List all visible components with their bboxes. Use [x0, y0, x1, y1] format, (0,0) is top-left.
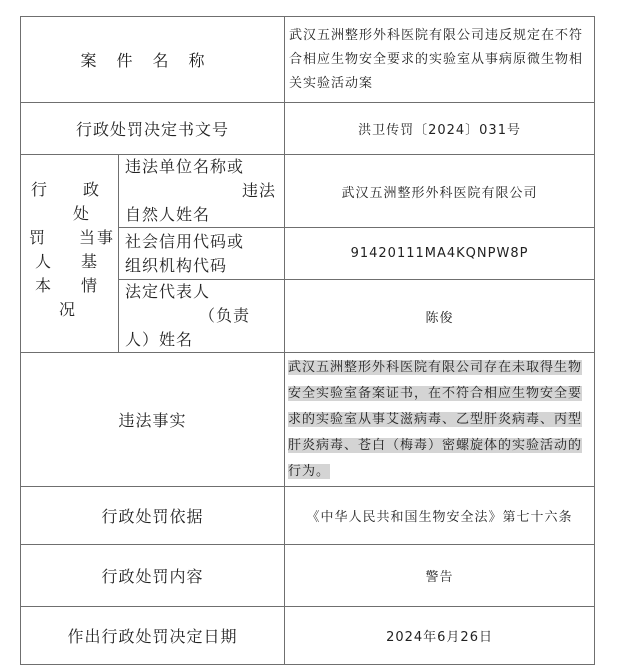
row-penalty-content — [21, 545, 595, 607]
penalty-info-table — [20, 16, 595, 665]
side-char: 基 — [81, 252, 98, 271]
row-penalty-basis — [21, 487, 595, 545]
violation-facts-value: 武汉五洲整形外科医院有限公司存在未取得生物安全实验室备案证书，在不符合相应生物安全要求的实验室从事艾滋病毒、乙型肝炎病毒、丙型肝炎病毒、苍白（梅毒）密螺旋体的实验活动的行为。 — [288, 360, 583, 479]
side-char: 当 — [79, 228, 96, 247]
unit-name-label: 违法单位名称或 违法 自然人姓名 — [119, 155, 285, 228]
penalty-content-value: 警告 — [285, 545, 595, 607]
side-char: 本 — [35, 276, 52, 295]
row-unit-name — [21, 155, 595, 228]
legal-rep-value: 陈俊 — [285, 280, 595, 353]
side-char: 事 — [97, 228, 114, 247]
row-decision-number — [21, 103, 595, 155]
violation-facts-label: 违法事实 — [21, 353, 285, 487]
case-name-value: 武汉五洲整形外科医院有限公司违反规定在不符合相应生物安全要求的实验室从事病原微生物相关实验活动案 — [285, 17, 595, 103]
party-info-side-label — [21, 155, 119, 353]
side-char: 人 — [35, 252, 52, 271]
side-char: 处 — [73, 204, 90, 223]
violation-facts-cell — [285, 353, 595, 487]
side-char: 情 — [81, 276, 98, 295]
decision-date-label: 作出行政处罚决定日期 — [21, 607, 285, 665]
penalty-content-label: 行政处罚内容 — [21, 545, 285, 607]
penalty-basis-label: 行政处罚依据 — [21, 487, 285, 545]
unit-name-value: 武汉五洲整形外科医院有限公司 — [285, 155, 595, 228]
penalty-basis-value: 《中华人民共和国生物安全法》第七十六条 — [285, 487, 595, 545]
side-char: 政 — [83, 180, 100, 199]
row-case-name — [21, 17, 595, 103]
side-char: 行 — [31, 180, 48, 199]
credit-code-value: 91420111MA4KQNPW8P — [285, 228, 595, 280]
legal-rep-label: 法定代表人 （负责 人）姓名 — [119, 280, 285, 353]
decision-date-value: 2024年6月26日 — [285, 607, 595, 665]
row-violation-facts — [21, 353, 595, 487]
row-decision-date — [21, 607, 595, 665]
decision-number-value: 洪卫传罚〔2024〕031号 — [285, 103, 595, 155]
decision-number-label: 行政处罚决定书文号 — [21, 103, 285, 155]
side-char: 罚 — [29, 228, 46, 247]
side-char: 况 — [59, 300, 76, 319]
case-name-label: 案件名称 — [21, 17, 285, 103]
credit-code-label: 社会信用代码或 组织机构代码 — [119, 228, 285, 280]
